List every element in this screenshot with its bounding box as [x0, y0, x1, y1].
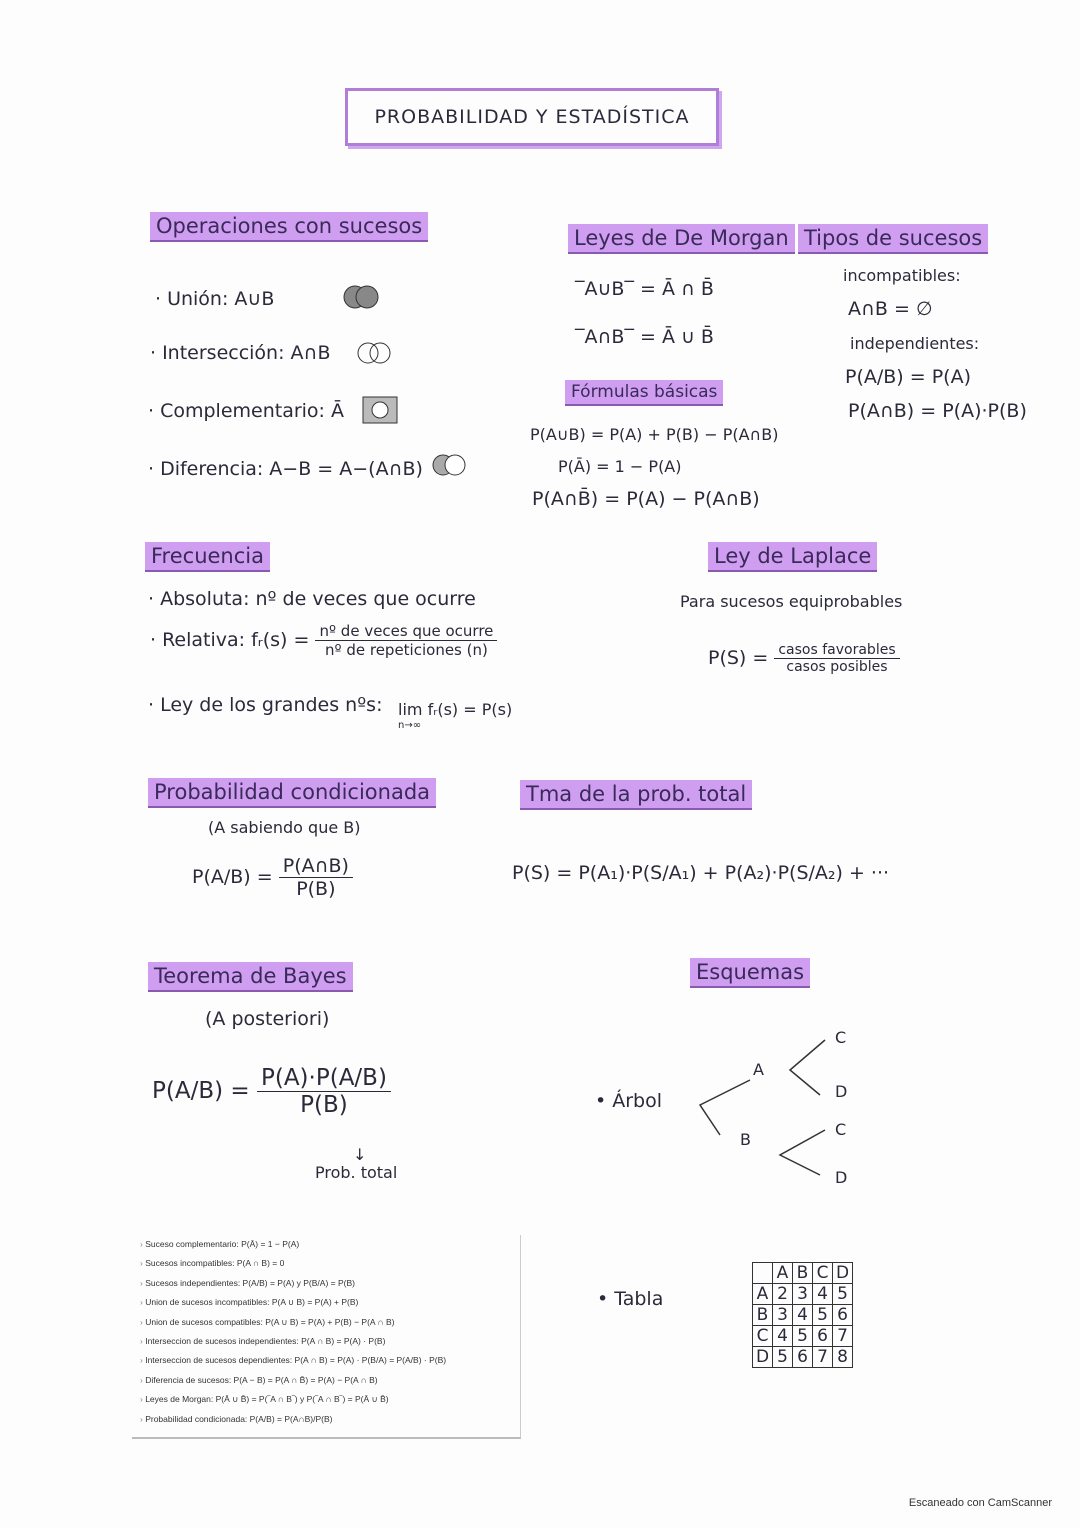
printed-item: › Diferencia de sucesos: P(A − B) = P(A ∩ B̄) = P(A) − P(A ∩ B)	[132, 1371, 520, 1390]
table-cell: 4	[773, 1326, 793, 1347]
printed-item: › Probabilidad condicionada: P(A/B) = P(A∩B)/P(B)	[132, 1410, 520, 1429]
formula-complementario: P(Ā) = 1 − P(A)	[558, 457, 682, 476]
sum-table	[752, 1262, 853, 1368]
morgan-law-2: ‾A∩B‾ = Ā ∪ B̄	[575, 326, 714, 348]
bayes-formula	[152, 1065, 391, 1118]
printed-summary-box	[132, 1235, 521, 1439]
formulas-heading: Fórmulas básicas	[565, 380, 723, 406]
relativa-lhs: fᵣ(s) =	[251, 629, 310, 651]
tipos-independientes-formula-2: P(A∩B) = P(A)·P(B)	[848, 400, 1027, 422]
tree-node-a: A	[753, 1060, 764, 1079]
table-cell	[753, 1263, 773, 1284]
printed-item: › Union de sucesos compatibles: P(A ∪ B) = P(A) + P(B) − P(A ∩ B)	[132, 1313, 520, 1332]
table-row	[753, 1305, 853, 1326]
op-complementario: · Complementario: Ā	[148, 400, 344, 422]
table-cell: C	[813, 1263, 833, 1284]
arbol-label: • Árbol	[595, 1090, 663, 1112]
tree-node-b: B	[740, 1130, 751, 1149]
bayes-heading: Teorema de Bayes	[148, 962, 353, 992]
table-cell: 8	[833, 1347, 853, 1368]
table-cell: 6	[813, 1326, 833, 1347]
formula-union: P(A∪B) = P(A) + P(B) − P(A∩B)	[530, 425, 779, 444]
table-cell: 3	[793, 1284, 813, 1305]
morgan-heading: Leyes de De Morgan	[568, 224, 795, 254]
table-cell: 5	[833, 1284, 853, 1305]
table-cell: D	[753, 1347, 773, 1368]
relativa-den: nº de repeticiones (n)	[325, 641, 488, 659]
laplace-den: casos posibles	[786, 659, 888, 675]
laplace-formula	[708, 642, 900, 675]
ley-grandes-numeros: · Ley de los grandes nºs:	[148, 694, 383, 716]
arrow-down-icon: ↓	[353, 1145, 367, 1164]
laplace-heading: Ley de Laplace	[708, 542, 877, 572]
tipos-independientes: independientes:	[850, 334, 980, 353]
page-title: PROBABILIDAD Y ESTADÍSTICA	[345, 88, 719, 146]
table-row	[753, 1284, 853, 1305]
morgan-law-1: ‾A∪B‾ = Ā ∩ B̄	[575, 278, 714, 300]
operaciones-heading: Operaciones con sucesos	[150, 212, 428, 242]
table-cell: 7	[833, 1326, 853, 1347]
condicionada-formula	[192, 855, 353, 900]
condicionada-den: P(B)	[296, 878, 336, 900]
bayes-lhs: P(A/B) =	[152, 1078, 250, 1104]
laplace-lhs: P(S) =	[708, 647, 769, 669]
table-row	[753, 1263, 853, 1284]
table-cell: A	[773, 1263, 793, 1284]
formula-diferencia: P(A∩B̄) = P(A) − P(A∩B)	[532, 488, 760, 510]
bayes-sub: (A posteriori)	[205, 1008, 330, 1030]
tipos-heading: Tipos de sucesos	[798, 224, 988, 254]
table-cell: C	[753, 1326, 773, 1347]
ley-limit-sub: n→∞	[398, 720, 422, 731]
venn-diagrams-icon	[335, 275, 485, 490]
relativa-label: · Relativa:	[150, 629, 246, 651]
table-cell: 6	[833, 1305, 853, 1326]
scanner-footer: Escaneado con CamScanner	[908, 1497, 1052, 1509]
condicionada-lhs: P(A/B) =	[192, 866, 273, 888]
frecuencia-relativa	[150, 622, 497, 659]
condicionada-heading: Probabilidad condicionada	[148, 778, 436, 808]
table-cell: 5	[773, 1347, 793, 1368]
bayes-note: Prob. total	[315, 1163, 398, 1182]
frecuencia-absoluta: · Absoluta: nº de veces que ocurre	[148, 588, 476, 610]
table-cell: 4	[793, 1305, 813, 1326]
bayes-den: P(B)	[300, 1092, 348, 1118]
bayes-num: P(A)·P(A/B)	[257, 1065, 391, 1092]
table-cell: 6	[793, 1347, 813, 1368]
tree-node-d2: D	[835, 1168, 848, 1187]
table-cell: 7	[813, 1347, 833, 1368]
tipos-independientes-formula-1: P(A/B) = P(A)	[845, 366, 971, 388]
table-cell: D	[833, 1263, 853, 1284]
table-cell: 3	[773, 1305, 793, 1326]
printed-item: › Leyes de Morgan: P(Ā ∪ B̄) = P(‾A ∩ B‾) y P(‾A ∩ B‾) = P(Ā ∪ B̄)	[132, 1390, 520, 1409]
laplace-fraction	[774, 642, 899, 675]
op-diferencia: · Diferencia: A−B = A−(A∩B)	[148, 458, 423, 480]
tree-node-c1: C	[835, 1028, 847, 1047]
ley-formula: lim fᵣ(s) = P(s)	[398, 700, 513, 719]
laplace-text: Para sucesos equiprobables	[680, 592, 903, 611]
table-cell: 4	[813, 1284, 833, 1305]
condicionada-fraction	[279, 855, 353, 900]
total-formula: P(S) = P(A₁)·P(S/A₁) + P(A₂)·P(S/A₂) + ···	[512, 862, 890, 884]
condicionada-sub: (A sabiendo que B)	[208, 818, 361, 837]
condicionada-num: P(A∩B)	[279, 855, 353, 878]
printed-item: › Interseccion de sucesos dependientes: P(A ∩ B) = P(A) · P(B/A) = P(A/B) · P(B)	[132, 1351, 520, 1370]
tipos-incompatibles-formula: A∩B = ∅	[848, 298, 933, 320]
table-cell: 2	[773, 1284, 793, 1305]
table-cell: 5	[813, 1305, 833, 1326]
laplace-num: casos favorables	[774, 642, 899, 659]
total-heading: Tma de la prob. total	[520, 780, 752, 810]
table-row	[753, 1326, 853, 1347]
printed-item: › Suceso complementario: P(Ā) = 1 − P(A)	[132, 1235, 520, 1254]
table-cell: B	[753, 1305, 773, 1326]
table-cell: B	[793, 1263, 813, 1284]
table-row	[753, 1347, 853, 1368]
op-union: · Unión: A∪B	[155, 288, 275, 310]
printed-item: › Interseccion de sucesos independientes: P(A ∩ B) = P(A) · P(B)	[132, 1332, 520, 1351]
frecuencia-heading: Frecuencia	[145, 542, 270, 572]
printed-item: › Union de sucesos incompatibles: P(A ∪ B) = P(A) + P(B)	[132, 1293, 520, 1312]
esquemas-heading: Esquemas	[690, 958, 810, 988]
relativa-num: nº de veces que ocurre	[315, 622, 497, 641]
relativa-fraction	[315, 622, 497, 659]
tree-node-c2: C	[835, 1120, 847, 1139]
tabla-label: • Tabla	[597, 1288, 664, 1310]
tree-node-d1: D	[835, 1082, 848, 1101]
op-interseccion: · Intersección: A∩B	[150, 342, 331, 364]
bayes-fraction	[257, 1065, 391, 1118]
table-cell: 5	[793, 1326, 813, 1347]
printed-item: › Sucesos independientes: P(A/B) = P(A) y P(B/A) = P(B)	[132, 1274, 520, 1293]
tipos-incompatibles: incompatibles:	[843, 266, 961, 285]
printed-item: › Sucesos incompatibles: P(A ∩ B) = 0	[132, 1254, 520, 1273]
table-cell: A	[753, 1284, 773, 1305]
